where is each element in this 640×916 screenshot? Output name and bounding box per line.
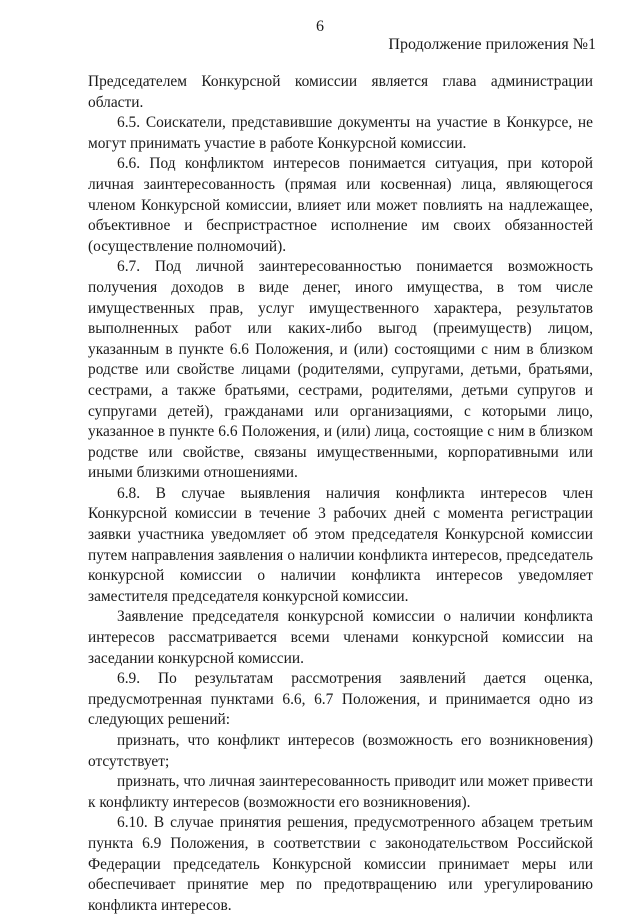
paragraph-decision-2: признать, что личная заинтересованность приводит или может привести к конфликту интересов (возможности его возникновения). — [88, 773, 593, 811]
paragraph-6-10: 6.10. В случае принятия решения, предусмотренного абзацем третьим пункта 6.9 Положения, в соответствии с законодательством Российской Федерации председатель Конкурсной комиссии принимает меры или обеспечивает принятие мер по предотвращению или урегулированию конфликта интересов. — [88, 814, 593, 914]
paragraph-6-7: 6.7. Под личной заинтересованностью понимается возможность получения доходов в виде денег, иного имущества, в том числе имущественных прав, услуг имущественного характера, результатов выполненных работ или каких-либо выгод (преимуществ) лицом, указанным в пункте 6.6 Положения, и (или) состоящими с ним в близком родстве или свойстве лицами (родителями, супругами, детьми, братьями, сестрами, а также братьями, сестрами, родителями, детьми супругов и супругами детей), гражданами или организациями, с которыми лицо, указанное в пункте 6.6 Положения, и (или) лица, состоящие с ним в близком родстве или свойстве, связаны имущественными, корпоративными или иными близкими отношениями. — [88, 258, 593, 482]
document-body — [88, 72, 593, 916]
paragraph-chair: Председателем Конкурсной комиссии является глава администрации области. — [88, 73, 593, 111]
paragraph-6-5: 6.5. Соискатели, представившие документы на участие в Конкурсе, не могут принимать участие в работе Конкурсной комиссии. — [88, 114, 593, 152]
paragraph-decision-1: признать, что конфликт интересов (возможность его возникновения) отсутствует; — [88, 732, 593, 770]
paragraph-6-9: 6.9. По результатам рассмотрения заявлений дается оценка, предусмотренная пунктами 6.6, 6.7 Положения, и принимается одно из следующих решений: — [88, 670, 593, 729]
paragraph-6-6: 6.6. Под конфликтом интересов понимается ситуация, при которой личная заинтересованность (прямая или косвенная) лица, являющегося членом Конкурсной комиссии, влияет или может повлиять на надлежащее, объективное и беспристрастное исполнение им своих обязанностей (осуществление полномочий). — [88, 155, 593, 255]
page-number: 6 — [316, 18, 324, 35]
paragraph-chair-statement: Заявление председателя конкурсной комиссии о наличии конфликта интересов рассматривается всеми членами конкурсной комиссии на заседании конкурсной комиссии. — [88, 608, 593, 667]
paragraph-6-8: 6.8. В случае выявления наличия конфликта интересов член Конкурсной комиссии в течение 3 рабочих дней с момента регистрации заявки участника уведомляет об этом председателя Конкурсной комиссии путем направления заявления о наличии конфликта интересов, председатель конкурсной комиссии о наличии конфликта интересов уведомляет заместителя председателя конкурсной комиссии. — [88, 484, 593, 605]
appendix-continuation-note: Продолжение приложения №1 — [388, 36, 596, 53]
